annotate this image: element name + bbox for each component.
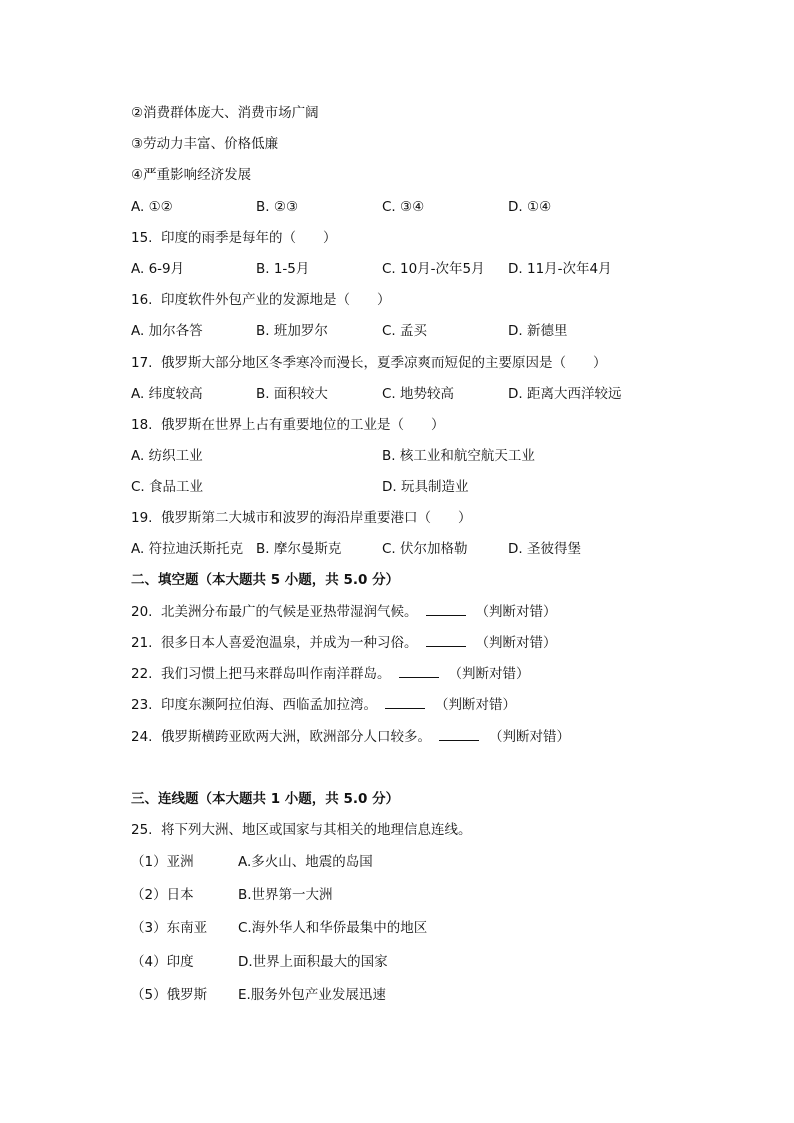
question-suffix: （判断对错）: [448, 666, 530, 682]
question-16: [131, 291, 391, 309]
option-a: A. ①②: [131, 199, 173, 215]
option-a: A. 纺织工业: [131, 448, 203, 464]
option-d: D. 圣彼得堡: [508, 541, 581, 557]
question-suffix: （判断对错）: [475, 604, 557, 620]
question-number: 25.: [131, 822, 153, 838]
question-text: 俄罗斯在世界上占有重要地位的工业是（ ）: [161, 417, 445, 433]
question-suffix: （判断对错）: [435, 697, 516, 713]
option-b: B. 面积较大: [256, 386, 328, 402]
question-text: 印度软件外包产业的发源地是（ ）: [161, 292, 391, 308]
match-right-item[interactable]: A.多火山、地震的岛国: [238, 854, 373, 870]
section-heading-matching: 三、连线题（本大题共 1 小题，共 5.0 分）: [131, 791, 400, 807]
question-text: 俄罗斯大部分地区冬季寒冷而漫长，夏季凉爽而短促的主要原因是（ ）: [161, 355, 607, 371]
question-number: 16.: [131, 292, 153, 308]
answer-blank[interactable]: [426, 603, 466, 616]
question-24: [131, 728, 570, 746]
match-left-item[interactable]: （1）亚洲: [131, 854, 194, 870]
option-c: C. 伏尔加格勒: [382, 541, 468, 557]
option-b: B. 1-5月: [256, 261, 310, 277]
question-15: [131, 229, 337, 247]
option-d: D. 11月-次年4月: [508, 261, 612, 277]
question-25: [131, 821, 472, 839]
question-number: 24.: [131, 729, 153, 745]
question-number: 19.: [131, 510, 153, 526]
option-b: B. 班加罗尔: [256, 323, 328, 339]
question-number: 22.: [131, 666, 153, 682]
question-number: 17.: [131, 355, 153, 371]
option-a: A. 6-9月: [131, 261, 185, 277]
question-20: [131, 603, 557, 621]
question-text: 印度东濒阿拉伯海、西临孟加拉湾。: [161, 697, 377, 713]
option-c: C. 10月-次年5月: [382, 261, 485, 277]
answer-blank[interactable]: [426, 634, 466, 647]
match-left-item[interactable]: （4）印度: [131, 954, 194, 970]
question-17: [131, 354, 607, 372]
option-c: C. 食品工业: [131, 479, 204, 495]
option-b: B. 摩尔曼斯克: [256, 541, 342, 557]
option-d: D. 新德里: [508, 323, 568, 339]
answer-blank[interactable]: [385, 696, 425, 709]
carry-over-item-4: ④严重影响经济发展: [131, 167, 252, 183]
question-text: 印度的雨季是每年的（ ）: [161, 230, 337, 246]
question-text: 很多日本人喜爱泡温泉，并成为一种习俗。: [161, 635, 418, 651]
answer-blank[interactable]: [439, 728, 479, 741]
match-right-item[interactable]: C.海外华人和华侨最集中的地区: [238, 920, 428, 936]
question-text: 俄罗斯横跨亚欧两大洲，欧洲部分人口较多。: [161, 729, 431, 745]
answer-blank[interactable]: [399, 665, 439, 678]
question-text: 北美洲分布最广的气候是亚热带湿润气候。: [161, 604, 418, 620]
match-left-item[interactable]: （3）东南亚: [131, 920, 208, 936]
option-c: C. 孟买: [382, 323, 428, 339]
match-left-item[interactable]: （5）俄罗斯: [131, 987, 208, 1003]
match-right-item[interactable]: B.世界第一大洲: [238, 887, 333, 903]
match-left-item[interactable]: （2）日本: [131, 887, 194, 903]
question-23: [131, 696, 516, 714]
option-c: C. ③④: [382, 199, 425, 215]
question-text: 俄罗斯第二大城市和波罗的海沿岸重要港口（ ）: [161, 510, 472, 526]
match-right-item[interactable]: D.世界上面积最大的国家: [238, 954, 388, 970]
option-a: A. 纬度较高: [131, 386, 203, 402]
question-number: 20.: [131, 604, 153, 620]
question-19: [131, 509, 472, 527]
question-18: [131, 416, 445, 434]
section-heading-fill-in: 二、填空题（本大题共 5 小题，共 5.0 分）: [131, 572, 400, 588]
question-text: 我们习惯上把马来群岛叫作南洋群岛。: [161, 666, 391, 682]
question-21: [131, 634, 557, 652]
match-right-item[interactable]: E.服务外包产业发展迅速: [238, 987, 386, 1003]
question-text: 将下列大洲、地区或国家与其相关的地理信息连线。: [161, 822, 472, 838]
question-number: 21.: [131, 635, 153, 651]
carry-over-item-3: ③劳动力丰富、价格低廉: [131, 136, 279, 152]
question-number: 23.: [131, 697, 153, 713]
question-suffix: （判断对错）: [475, 635, 557, 651]
carry-over-item-2: ②消费群体庞大、消费市场广阔: [131, 105, 319, 121]
option-d: D. ①④: [508, 199, 552, 215]
option-d: D. 距离大西洋较远: [508, 386, 622, 402]
option-d: D. 玩具制造业: [382, 479, 469, 495]
option-b: B. ②③: [256, 199, 299, 215]
question-suffix: （判断对错）: [489, 729, 570, 745]
question-number: 18.: [131, 417, 153, 433]
option-b: B. 核工业和航空航天工业: [382, 448, 535, 464]
option-a: A. 加尔各答: [131, 323, 203, 339]
question-22: [131, 665, 530, 683]
option-a: A. 符拉迪沃斯托克: [131, 541, 244, 557]
question-number: 15.: [131, 230, 153, 246]
option-c: C. 地势较高: [382, 386, 455, 402]
